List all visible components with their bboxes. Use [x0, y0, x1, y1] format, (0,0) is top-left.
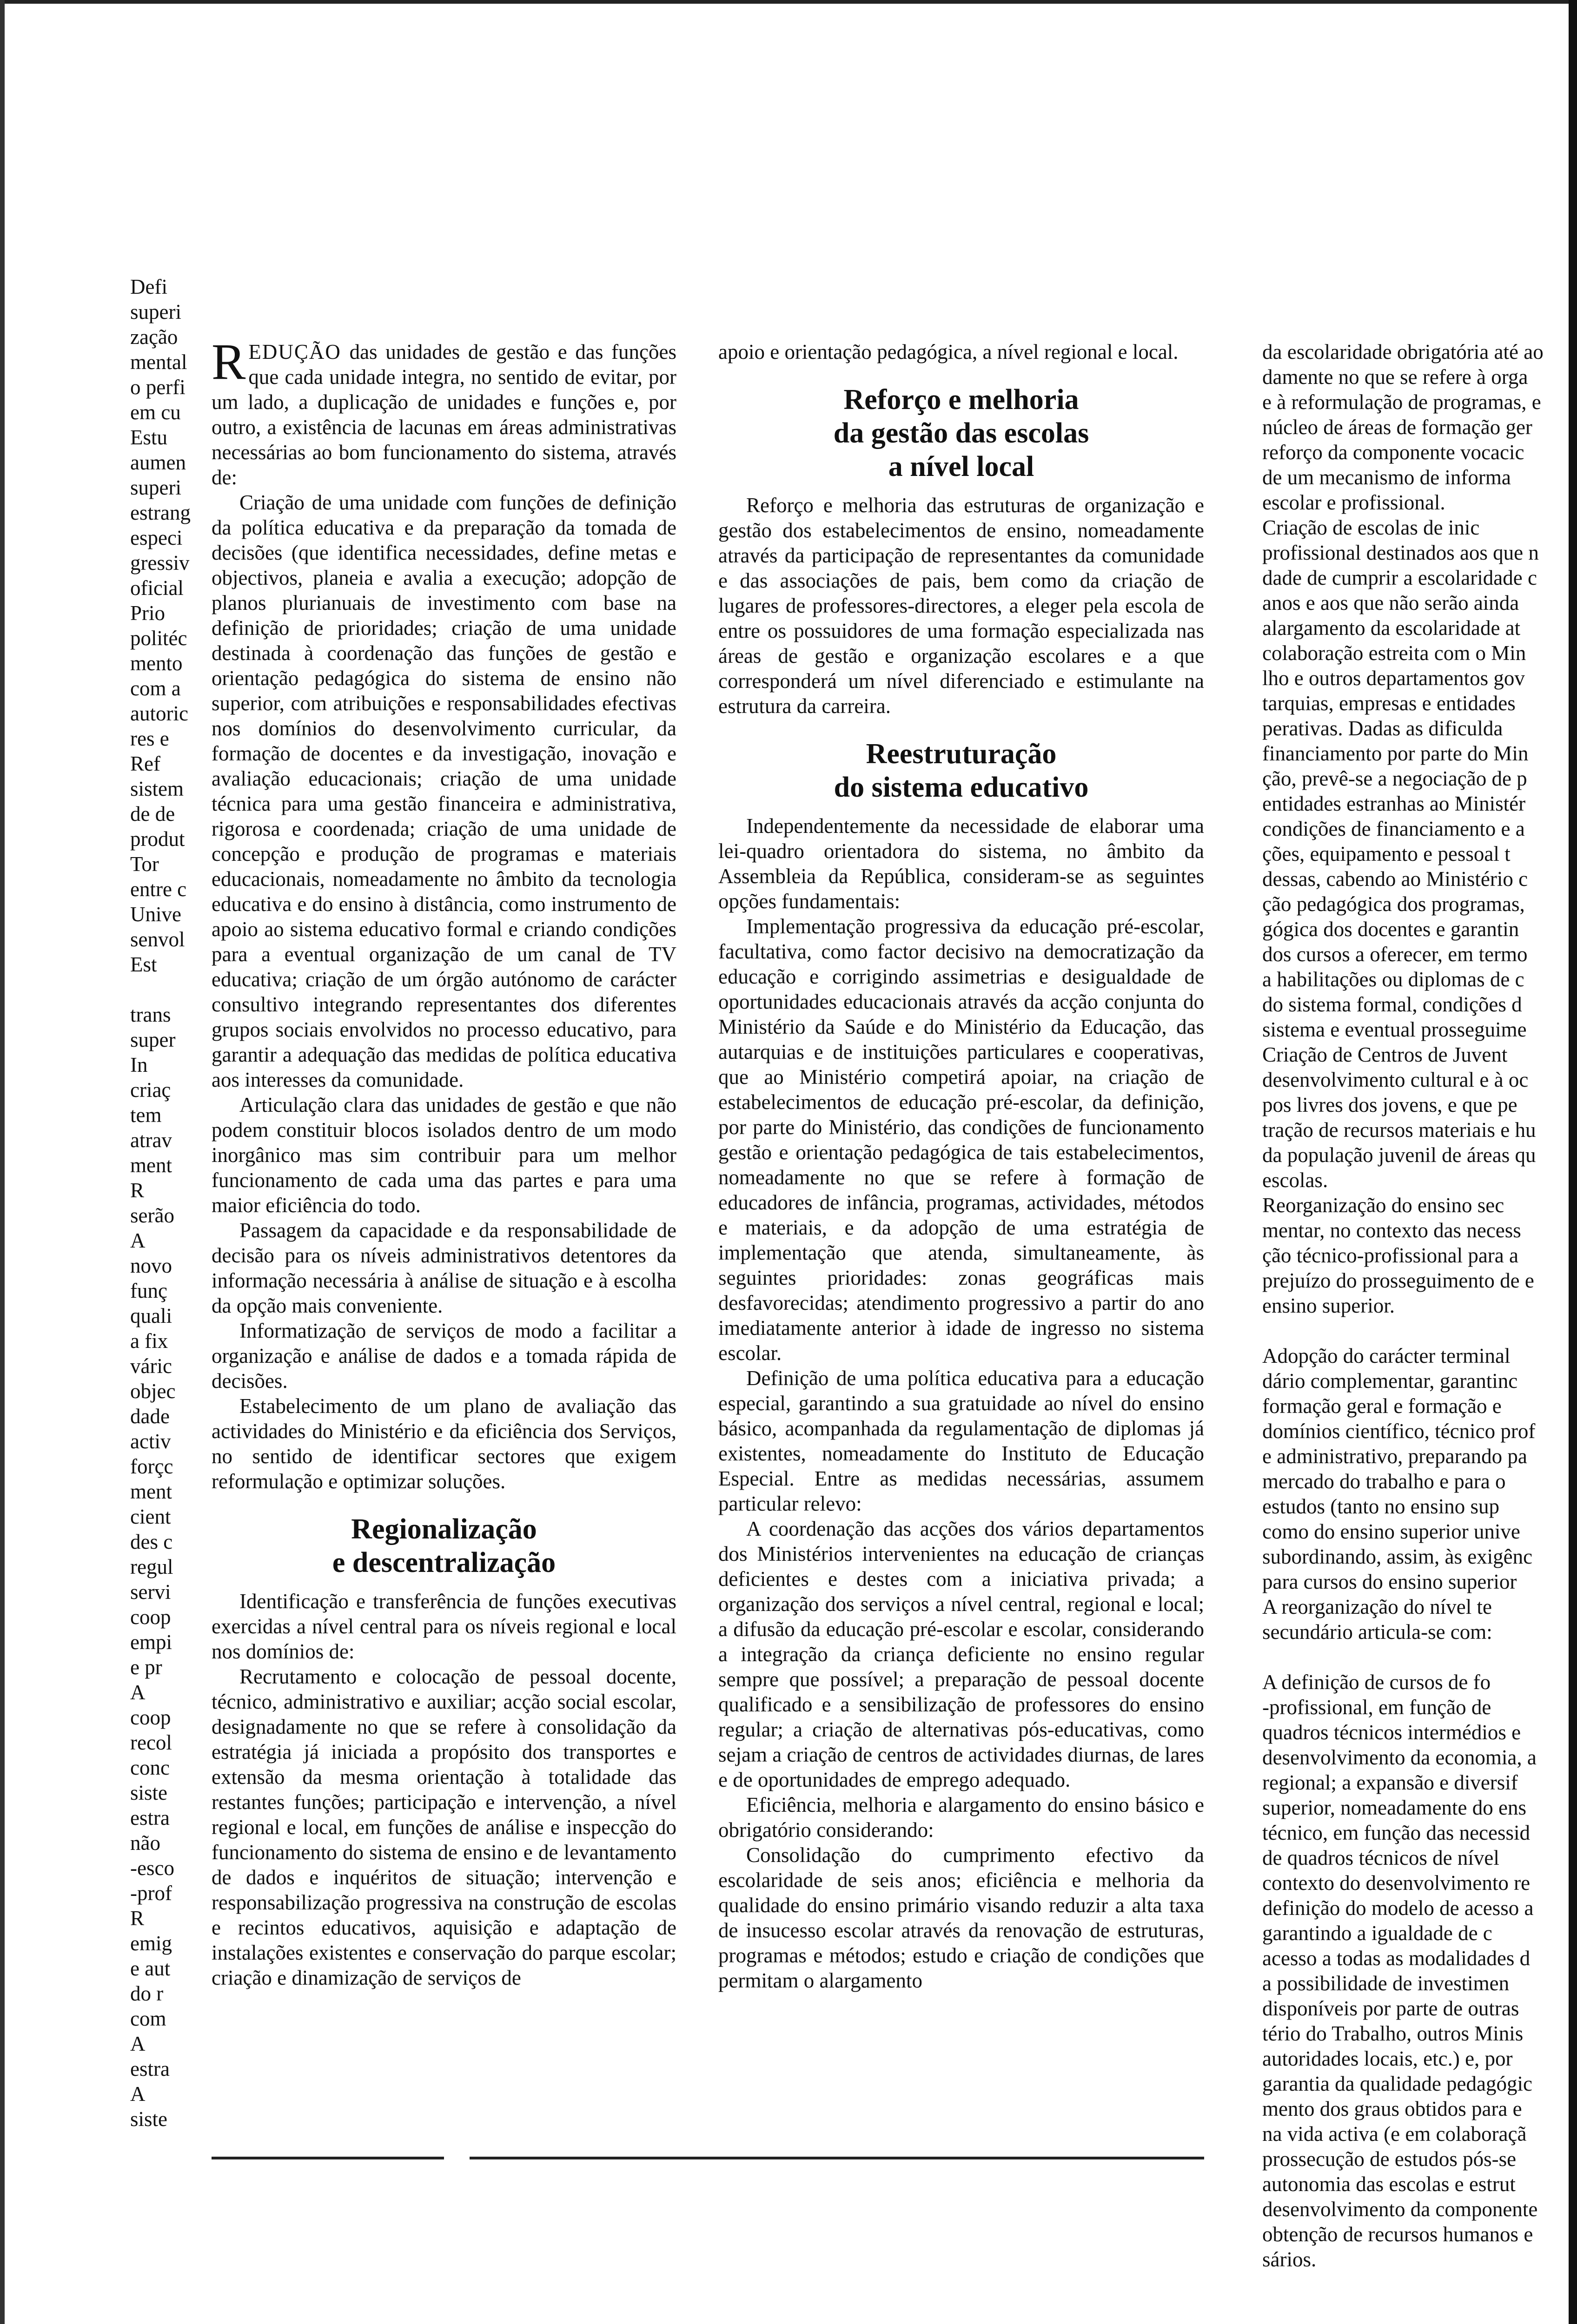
column-3-line: desenvolvimento cultural e à oc — [1262, 1068, 1529, 1091]
paragraph: Definição de uma política educativa para a educação especial, garantindo a sua gratuidade ao nível do ensino básico, acompanhada da regulamentação de diplomas já existentes, nomeadamente do Instituto de Educação Especial. Entre as medidas necessárias, assumem particular relevo: — [718, 1367, 1204, 1515]
edge-fragment: A — [130, 1681, 146, 1704]
heading-line: a nível local — [888, 451, 1034, 482]
edge-fragment: emig — [130, 1932, 172, 1955]
column-3-line: de um mecanismo de informa — [1262, 466, 1511, 489]
column-3-line: Criação de Centros de Juvent — [1262, 1043, 1508, 1066]
column-3-line: tério do Trabalho, outros Minis — [1262, 2022, 1524, 2045]
column-3-line — [1234, 1644, 1560, 1670]
column-3-line: para cursos do ensino superior — [1262, 1570, 1517, 1593]
column-3-line: tarquias, empresas e entidades — [1262, 692, 1516, 715]
edge-fragment: com a — [130, 677, 181, 700]
paragraph: Implementação progressiva da educação pré-escolar, facultativa, como factor decisivo na democratização da educação e corrigindo assimetrias e desigualdade de oportunidades educacionais através da acção conjunta do Ministério da Saúde e do Ministério da Educação, das autarquias e de instituições particulares e cooperativas, que ao Ministério competirá apoiar, na criação de estabelecimentos de educação pré-escolar, da definição, por parte do Ministério, das condições de funcionamento gestão e orientação pedagógica de tais estabelecimentos, nomeadamente no que se refere à formação de educadores de infância, programas, actividades, métodos e materiais, e da adopção de uma estratégia de implementação que atenda, simultaneamente, às seguintes prioridades: zonas geográficas mais desfavorecidas; atendimento progressivo a partir do ano imediatamente anterior à idade de ingresso no sistema escolar. — [718, 915, 1204, 1365]
edge-fragment: siste — [130, 2107, 168, 2131]
column-3-line: mentar, no contexto das necess — [1262, 1219, 1521, 1242]
article-column-3 — [1234, 339, 1560, 2272]
edge-fragment: com — [130, 2007, 166, 2030]
column-3-line: ção pedagógica dos programas, — [1262, 892, 1525, 916]
column-3-line: financiamento por parte do Min — [1262, 742, 1529, 765]
column-3-line: ções, equipamento e pessoal t — [1262, 842, 1511, 865]
edge-fragment: aumen — [130, 451, 186, 474]
edge-fragment: em cu — [130, 401, 181, 424]
column-3-line: dário complementar, garantinc — [1262, 1369, 1518, 1393]
column-3-line: desenvolvimento da economia, a — [1262, 1746, 1537, 1769]
column-3-line: alargamento da escolaridade at — [1262, 616, 1521, 640]
edge-fragment: gressiv — [130, 551, 190, 574]
edge-fragment: res e — [130, 727, 169, 750]
paragraph: Informatização de serviços de modo a facilitar a organização e análise de dados e a tomada rápida de decisões. — [212, 1319, 676, 1393]
edge-fragment: entre c — [130, 878, 187, 901]
paragraph: apoio e orientação pedagógica, a nível regional e local. — [718, 340, 1179, 363]
column-3-line: técnico, em função das necessid — [1262, 1821, 1531, 1844]
column-3-line: formação geral e formação e — [1262, 1394, 1502, 1418]
column-3-line: da população juvenil de áreas qu — [1262, 1143, 1536, 1167]
edge-fragment: Defi — [130, 275, 167, 298]
column-3-line: na vida activa (e em colaboraçã — [1262, 2122, 1527, 2146]
page-edge-left — [0, 0, 5, 2324]
edge-fragment: servi — [130, 1580, 171, 1604]
edge-fragment: mental — [130, 350, 187, 374]
column-3-line: colaboração estreita com o Min — [1262, 641, 1526, 665]
edge-fragment: zação — [130, 325, 178, 349]
edge-fragment: oficial — [130, 576, 184, 600]
paragraph: Criação de uma unidade com funções de definição da política educativa e da preparação da tomada de decisões (que identifica necessidades, define metas e objectivos, planeia e avalia a execução; adopção de planos plurianuais de investimento com base na definição de prioridades; criação de uma unidade destinada à coordenação das funções de gestão e orientação pedagógica do sistema de ensino não superior, com atribuições e responsabilidades efectivas nos domínios do desenvolvimento curricular, da formação de docentes e da investigação, inovação e avaliação educacionais; criação de uma unidade técnica para uma gestão financeira e administrativa, rigorosa e coordenada; criação de uma unidade de concepção e produção de programas e materiais educacionais, nomeadamente no âmbito da tecnologia educativa e do ensino à distância, como instrumento de apoio ao sistema educativo formal e criando condições para a eventual organização de um canal de TV educativa; criação de um órgão autónomo de carácter consultivo integrando representantes dos diferentes grupos sociais envolvidos no processo educativo, para garantir a adequação das medidas de política educativa aos interesses da comunidade. — [212, 491, 676, 1091]
heading-reforco — [718, 383, 1204, 483]
column-3-line: dade de cumprir a escolaridade c — [1262, 566, 1537, 589]
article-column-2 — [718, 339, 1204, 1993]
edge-fragment: Est — [130, 953, 157, 976]
edge-fragment: -prof — [130, 1882, 172, 1905]
column-3-line: obtenção de recursos humanos e — [1262, 2223, 1533, 2246]
edge-fragment: A — [130, 2032, 146, 2055]
edge-fragment: super — [130, 1028, 176, 1051]
edge-fragment: regul — [130, 1555, 173, 1578]
edge-fragment: estra — [130, 2057, 170, 2080]
column-3-line: secundário articula-se com: — [1262, 1620, 1492, 1644]
edge-fragment: do r — [130, 1982, 164, 2005]
column-3-line: quadros técnicos intermédios e — [1262, 1721, 1521, 1744]
column-3-line: e administrativo, preparando pa — [1262, 1445, 1527, 1468]
edge-fragment: objec — [130, 1380, 176, 1403]
column-3-line: dos cursos a oferecer, em termo — [1262, 943, 1528, 966]
edge-fragment: siste — [130, 1781, 168, 1804]
edge-fragment: serão — [130, 1204, 174, 1227]
column-3-line: superior, nomeadamente do ens — [1262, 1796, 1527, 1819]
edge-fragment: superi — [130, 476, 181, 499]
column-3-line: autoridades locais, etc.) e, por — [1262, 2047, 1513, 2070]
column-3-line — [1234, 1318, 1560, 1343]
paragraph: Eficiência, melhoria e alargamento do ensino básico e obrigatório considerando: — [718, 1793, 1204, 1842]
column-3-line: do sistema formal, condições d — [1262, 993, 1522, 1016]
heading-reestruturacao — [718, 737, 1204, 804]
edge-fragment: especi — [130, 526, 183, 549]
edge-fragment: A — [130, 1229, 146, 1252]
edge-fragment: sistem — [130, 777, 184, 800]
page-edge-top — [0, 0, 1577, 4]
edge-fragment: váric — [130, 1354, 172, 1378]
column-3-line: Reorganização do ensino sec — [1262, 1194, 1504, 1217]
edge-fragment: cient — [130, 1505, 171, 1528]
edge-fragment: atrav — [130, 1129, 172, 1152]
column-3-line: escolas. — [1262, 1169, 1328, 1192]
column-3-line: reforço da componente vocacic — [1262, 441, 1524, 464]
column-3-line: A definição de cursos de fo — [1262, 1670, 1491, 1694]
column-3-line: ensino superior. — [1262, 1294, 1395, 1317]
column-3-line: pos livres dos jovens, e que pe — [1262, 1093, 1517, 1116]
column-3-line: sistema e eventual prosseguime — [1262, 1018, 1527, 1041]
column-3-line: mento dos graus obtidos para e — [1262, 2097, 1522, 2120]
paragraph: Passagem da capacidade e da responsabilidade de decisão para os níveis administrativos detentores da informação necessária à análise de situação e à escolha da opção mais conveniente. — [212, 1219, 676, 1317]
column-3-line: tração de recursos materiais e hu — [1262, 1118, 1536, 1142]
edge-fragment: recol — [130, 1731, 172, 1754]
edge-fragment: não — [130, 1831, 160, 1855]
edge-fragment: politéc — [130, 627, 187, 650]
edge-fragment: R — [130, 1179, 145, 1202]
edge-fragment: des c — [130, 1530, 173, 1553]
edge-fragment: dade — [130, 1405, 170, 1428]
column-3-line: gógica dos docentes e garantin — [1262, 918, 1519, 941]
paragraph: Identificação e transferência de funções executivas exercidas a nível central para os níveis regional e local nos domínios de: — [212, 1590, 676, 1663]
edge-fragment: Ref — [130, 752, 160, 775]
edge-fragment: funç — [130, 1279, 167, 1302]
edge-fragment: autoric — [130, 702, 188, 725]
column-3-line: Adopção do carácter terminal — [1262, 1344, 1511, 1367]
left-edge-column — [130, 274, 191, 2132]
column-3-line: disponíveis por parte de outras — [1262, 1997, 1519, 2020]
column-divider-rule — [212, 2157, 444, 2159]
paragraph: Estabelecimento de um plano de avaliação das actividades do Ministério e da eficiência dos Serviços, no sentido de identificar sectores que exigem reformulação e optimizar soluções. — [212, 1394, 676, 1493]
column-3-line: condições de financiamento e a — [1262, 817, 1525, 840]
column-3-line: domínios científico, técnico prof — [1262, 1419, 1536, 1443]
column-3-line: perativas. Dadas as dificulda — [1262, 717, 1503, 740]
column-divider-rule — [470, 2157, 1204, 2159]
column-3-line: -profissional, em função de — [1262, 1696, 1491, 1719]
heading-line: Reestruturação — [866, 738, 1057, 770]
intro-paragraph — [212, 333, 676, 490]
column-3-line: estudos (tanto no ensino sup — [1262, 1495, 1499, 1518]
edge-fragment: ment — [130, 1154, 172, 1177]
column-3-line: prossecução de estudos pós-se — [1262, 2147, 1517, 2171]
edge-fragment: empi — [130, 1631, 172, 1654]
article-column-1 — [212, 333, 676, 1990]
edge-fragment: conc — [130, 1756, 170, 1779]
column-3-line: de quadros técnicos de nível — [1262, 1846, 1499, 1869]
column-3-line: subordinando, assim, às exigênc — [1262, 1545, 1533, 1568]
column-3-line: profissional destinados aos que n — [1262, 541, 1539, 564]
edge-fragment — [130, 977, 184, 1002]
edge-fragment: Tor — [130, 852, 159, 876]
column-3-line: contexto do desenvolvimento re — [1262, 1871, 1531, 1895]
edge-fragment: superi — [130, 300, 181, 324]
column-3-line: desenvolvimento da componente — [1262, 2198, 1538, 2221]
column-3-line: ção, prevê-se a negociação de p — [1262, 767, 1527, 790]
column-3-line: da escolaridade obrigatória até ao — [1262, 340, 1544, 363]
edge-fragment: A — [130, 2082, 146, 2106]
edge-fragment: Estu — [130, 426, 168, 449]
column-3-line: a possibilidade de investimen — [1262, 1972, 1510, 1995]
column-3-line: como do ensino superior unive — [1262, 1520, 1520, 1543]
edge-fragment: Unive — [130, 903, 181, 926]
column-3-line: damente no que se refere à orga — [1262, 365, 1528, 389]
column-3-line: lho e outros departamentos gov — [1262, 667, 1525, 690]
edge-fragment: criaç — [130, 1078, 171, 1102]
column-3-line: acesso a todas as modalidades d — [1262, 1947, 1531, 1970]
edge-fragment: coop — [130, 1706, 171, 1729]
edge-fragment: a fix — [130, 1329, 168, 1353]
paragraph: Consolidação do cumprimento efectivo da escolaridade de seis anos; eficiência e melhoria da qualidade do ensino primário visando reduzir a alta taxa de insucesso escolar através da renovação de estruturas, programas e métodos; estudo e criação de condições que permitam o alargamento — [718, 1843, 1204, 1992]
column-3-line: e à reformulação de programas, e — [1262, 390, 1541, 414]
heading-line: do sistema educativo — [834, 772, 1089, 803]
heading-line: Reforço e melhoria — [843, 384, 1079, 416]
edge-fragment: senvol — [130, 928, 185, 951]
edge-fragment: coop — [130, 1605, 171, 1629]
intro-smallcaps: EDUÇÃO — [248, 340, 341, 363]
column-3-line: anos e aos que não serão ainda — [1262, 591, 1519, 614]
edge-fragment: In — [130, 1053, 148, 1076]
column-3-line: Criação de escolas de inic — [1262, 516, 1480, 539]
column-3-line: mercado do trabalho e para o — [1262, 1470, 1506, 1493]
edge-fragment: tem — [130, 1103, 162, 1127]
column-3-line: garantia da qualidade pedagógic — [1262, 2072, 1532, 2095]
column-3-line: sários. — [1262, 2248, 1317, 2271]
edge-fragment: R — [130, 1907, 145, 1930]
column-3-line: prejuízo do prosseguimento de e — [1262, 1269, 1534, 1292]
paragraph: Reforço e melhoria das estruturas de organização e gestão dos estabelecimentos de ensino, nomeadamente através da participação de representantes da comunidade e das associações de pais, bem como da criação de lugares de professores-directores, a eleger pela escola de entre os possuidores de uma formação especializada nas áreas de gestão e organização escolares e a que corresponderá um nível diferenciado e estimulante na estrutura da carreira. — [718, 494, 1204, 718]
edge-fragment: e aut — [130, 1957, 171, 1980]
edge-fragment: estra — [130, 1806, 170, 1829]
page-edge-right — [1569, 0, 1577, 2324]
column-3-line: autonomia das escolas e estrut — [1262, 2172, 1516, 2196]
heading-regionalizacao — [212, 1512, 676, 1579]
column-3-line: A reorganização do nível te — [1262, 1595, 1492, 1618]
edge-fragment: quali — [130, 1304, 172, 1327]
column-3-line: garantindo a igualdade de c — [1262, 1921, 1492, 1945]
edge-fragment: activ — [130, 1430, 171, 1453]
column-3-line: ção técnico-profissional para a — [1262, 1244, 1518, 1267]
edge-fragment: mento — [130, 652, 183, 675]
edge-fragment: e pr — [130, 1656, 162, 1679]
edge-fragment: forçc — [130, 1455, 173, 1478]
column-3-line: entidades estranhas ao Ministér — [1262, 792, 1526, 815]
drop-cap: R — [212, 333, 246, 390]
column-3-line: regional; a expansão e diversif — [1262, 1771, 1518, 1794]
edge-fragment: produt — [130, 827, 185, 851]
column-3-line: núcleo de áreas de formação ger — [1262, 416, 1532, 439]
edge-fragment: novo — [130, 1254, 172, 1277]
paragraph: Recrutamento e colocação de pessoal docente, técnico, administrativo e auxiliar; acção social escolar, designadamente no que se refere à consolidação da estratégia já iniciada a propósito dos transportes e extensão da mesma orientação à totalidade das restantes funções; participação e intervenção, a nível regional e local, em funções de análise e inspecção do funcionamento do sistema de ensino e de levantamento de dados e inquéritos de situação; intervenção e responsabilização progressiva na construção de escolas e recintos educativos, aquisição e adaptação de instalações existentes e conservação do parque escolar; criação e dinamização de serviços de — [212, 1665, 676, 1989]
edge-fragment: -esco — [130, 1856, 174, 1880]
heading-line: da gestão das escolas — [833, 417, 1089, 449]
edge-fragment: o perfi — [130, 376, 186, 399]
intro-text: das unidades de gestão e das funções que cada unidade integra, no sentido de evitar, por um lado, a duplicação de unidades e funções e, por outro, a existência de lacunas em áreas administrativas necessárias ao bom funcionamento do sistema, através de: — [212, 340, 676, 489]
paragraph: Independentemente da necessidade de elaborar uma lei-quadro orientadora do sistema, no âmbito da Assembleia da República, consideram-se as seguintes opções fundamentais: — [718, 814, 1204, 913]
column-3-line: a habilitações ou diplomas de c — [1262, 968, 1524, 991]
edge-fragment: Prio — [130, 601, 166, 625]
column-3-line: dessas, cabendo ao Ministério c — [1262, 867, 1528, 891]
edge-fragment: trans — [130, 1003, 171, 1026]
edge-fragment: estrang — [130, 501, 191, 524]
heading-line: Regionalização — [351, 1513, 537, 1545]
paragraph: A coordenação das acções dos vários departamentos dos Ministérios intervenientes na educação de crianças deficientes e destes com a iniciativa privada; a organização dos serviços a nível central, regional e local; a difusão da educação pré-escolar e escolar, considerando a integração da criança deficiente no ensino regular sempre que possível; a preparação de pessoal docente qualificado e a sensibilização de professores do ensino regular; a criação de alternativas pós-educativas, como sejam a criação de centros de actividades diurnas, de lares e de oportunidades de emprego adequado. — [718, 1517, 1204, 1791]
column-3-line: definição do modelo de acesso a — [1262, 1896, 1534, 1920]
paragraph: Articulação clara das unidades de gestão e que não podem constituir blocos isolados dentro de um modo inorgânico mas sim contribuir para um melhor funcionamento de cada uma das partes e para uma maior eficiência do todo. — [212, 1093, 676, 1217]
edge-fragment: de de — [130, 802, 175, 825]
edge-fragment: ment — [130, 1480, 172, 1503]
heading-line: e descentralização — [332, 1547, 556, 1578]
column-3-line: escolar e profissional. — [1262, 491, 1445, 514]
